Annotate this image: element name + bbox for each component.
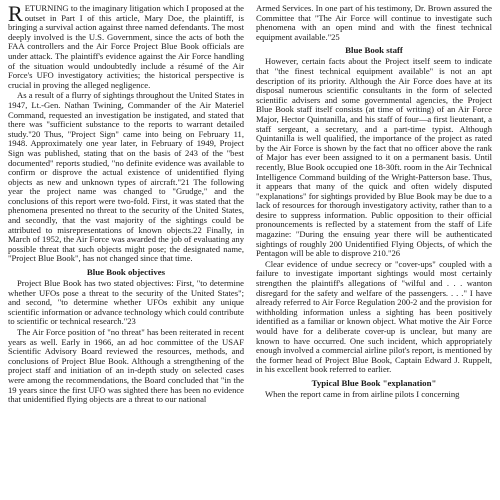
section-heading-staff: Blue Book staff (345, 45, 403, 56)
no-threat-paragraph: The Air Force position of "no threat" has been reiterated in recent years as well. Early in 1966, an ad hoc committee of the USAF Scientific Advisory Board reviewed the resources, methods, and conclusions of Project Blue Book. Although a strengthening of the project staff and initiation of an in-depth study on selected cases were among the recommendations, the Board concluded that "in the 19 years since the first UFO was sighted there has been no evidence that unidentified flying objects are a threat to our national (8, 327, 244, 405)
cover-up-paragraph: Clear evidence of undue secrecy or "cover-ups" coupled with a failure to investigate important sightings would most certainly strengthen the plaintiff's allegations of "wilful and . . . wanton disregard for the safety and welfare of the passengers. . . ." I have already referred to Air Force Regulation 200-2 and the provision for withholding information unless a sighting has been positively identified as a familiar or known object. What motive the Air Force would have for a deliberate cover-up is unclear, but many are known to have occurred. One such incident, which appropriately enough involved a commercial airline pilot's report, is mentioned by the former head of Project Blue Book, Captain Edward J. Ruppelt, in his excellent book referred to earlier. (256, 258, 492, 375)
section-heading-objectives: Blue Book objectives (86, 267, 166, 278)
intro-paragraph (8, 1, 244, 90)
section-heading-explanation: Typical Blue Book "explanation" (311, 377, 437, 388)
staff-paragraph: However, certain facts about the Project itself seem to indicate that "the finest technical equipment available" is not an apt description of its priority. Although the Air Force does have at its disposal numerous scientific consultants in the form of selected scientific advisers and some governmental agencies, the Project Blue Book staff itself consists (at time of writing) of an Air Force Major, Hector Quintanilla, and his staff of four—a first lieutenant, a staff sergeant, a secretary, and a part-time typist. Although Quintanilla is well qualified, the importance of the project as rated by the Air Force is shown by the fact that no officer above the rank of Major has ever been assigned to it on a permanent basis. Until recently, Blue Book occupied one 18-30ft. room in the Air Technical Intelligence Command building of the Wright-Patterson base. Thus, it appears that many of the quick and often widely disputed "explanations" for sightings provided by Blue Book may be due to a lack of resources for thorough investigatory activity, rather than to a desire to suppress information. Public opposition to their official pronouncements is reflected by a statement from the staff of Life magazine: "During the ensuing year there will be authenticated sightings of roughly 200 Unidentified Flying Objects, of which the Pentagon will be able to disprove 210."26 (256, 56, 492, 259)
left-column (8, 1, 244, 406)
dropcap-letter: R (8, 1, 23, 26)
history-paragraph: As a result of a flurry of sightings throughout the United States in 1947, Lt.-Gen. Nathan Twining, Commander of the Air Materiel Command, requested an investigation be instigated, and stated that there was "sufficient substance to the reports to warrant detailed study."20 Thus, "Project Sign" came into being on February 11, 1948. Approximately one year later, in February of 1949, Project Sign was published, stating that on the basis of 243 of the "best documented" reports studied, "no definite evidence was available to confirm or disprove the actual existence of unidentified flying objects as new and unknown types of aircraft."21 The following year the project name was changed to "Grudge," and the conclusions of this report were two-fold. First, it was stated that the phenomena presented no threat to the security of the United States, and secondly, that the vast majority of the sightings could be attributed to misrepresentations of known objects.22 Finally, in March of 1952, the Air Force was awarded the job of evaluating any possible threat that such objects might pose; the designated name, "Project Blue Book", has not changed since that time. (8, 90, 244, 264)
intro-text: ETURNING to the imaginary litigation which I proposed at the outset in Part I of this article, Mary Doe, the plaintiff, is bringing a survival action against three named defendants. The most deeply involved is the U.S. Government, since the acts of both the FAA controllers and the Air Force Project Blue Book officials are under attack. The plaintiff's evidence against the Air Force handling of the situation would undoubtedly include a résumé of the Air Force's UFO investigatory activities; the historical perspective is crucial in proving the alleged negligence. (8, 3, 244, 90)
continuation-paragraph: Armed Services. In one part of his testimony, Dr. Brown assured the Committee that "The Air Force will continue to investigate such phenomena with an open mind and with the finest technical equipment available."25 (256, 3, 492, 42)
objectives-paragraph: Project Blue Book has two stated objectives: First, "to determine whether UFOs pose a threat to the security of the United States"; and second, "to determine whether UFOs exhibit any unique scientific information or advance technology which could contribute to scientific or technical research."23 (8, 278, 244, 327)
explanation-paragraph: When the report came in from airline pilots I concerning (265, 388, 460, 399)
right-column (256, 4, 492, 401)
